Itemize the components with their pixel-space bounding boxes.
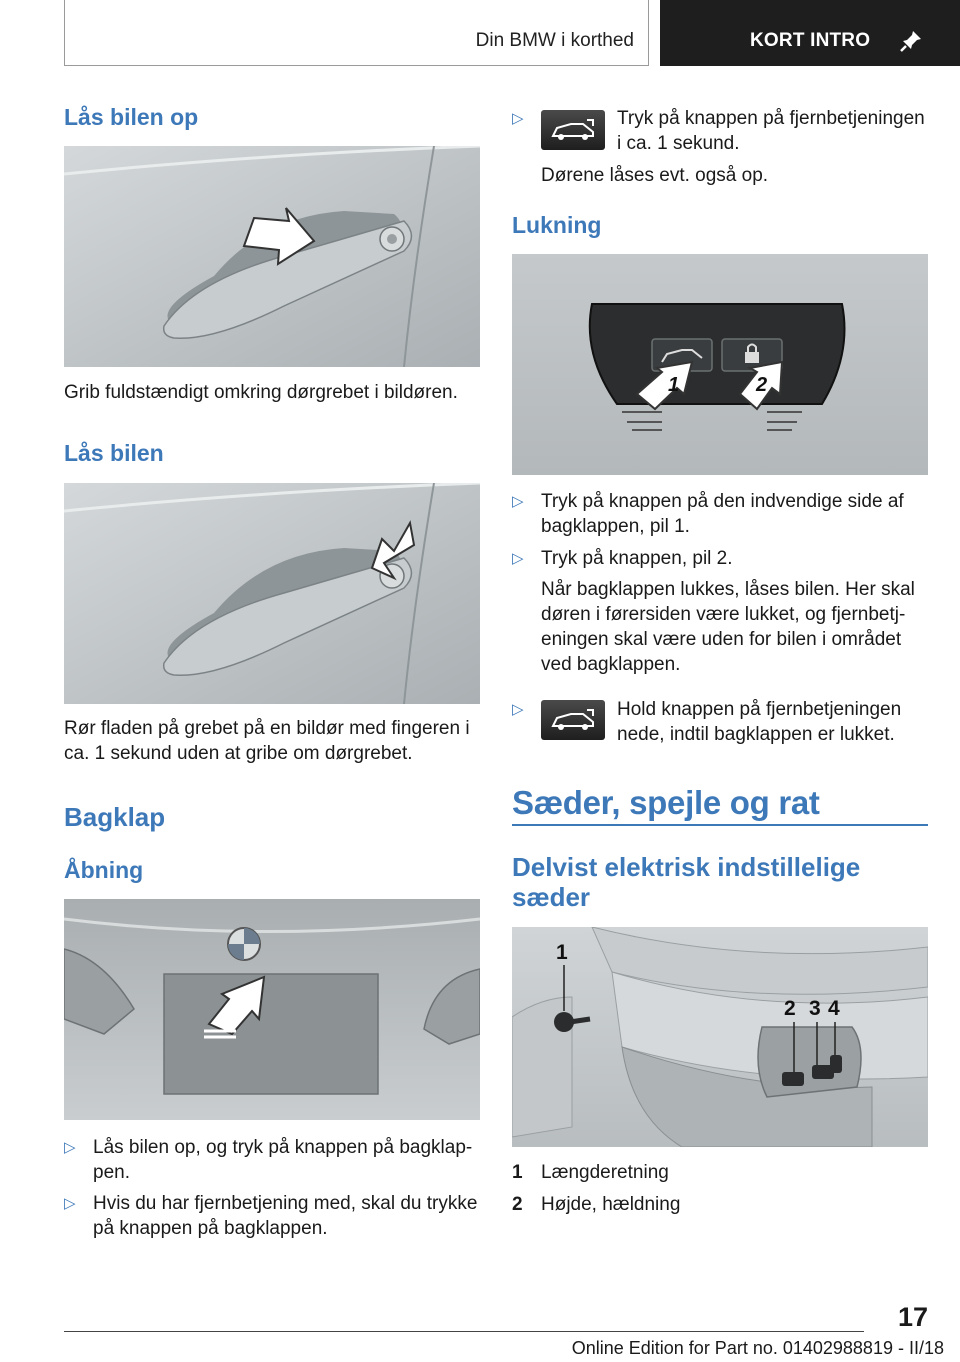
- figure-seat-controls: [512, 927, 928, 1147]
- heading-electric-seats-l1: Delvist elektrisk indstillelige: [512, 852, 861, 882]
- header-tab[interactable]: [660, 0, 960, 66]
- bullet-marker: ▷: [512, 550, 524, 567]
- heading-electric-seats-l2: sæder: [512, 882, 591, 912]
- figure-tailgate-button: [64, 899, 480, 1120]
- note-l3: eningen skal være uden for bilen i området: [541, 629, 902, 650]
- figure-label-2: 2: [756, 374, 768, 396]
- bullet-text-l2: på knappen på bagklappen.: [93, 1218, 328, 1239]
- legend-number: 2: [512, 1194, 523, 1215]
- paragraph-lock-l2: ca. 1 sekund uden at gribe om dørgrebet.: [64, 743, 413, 764]
- heading-unlock: Lås bilen op: [64, 104, 199, 130]
- heading-opening: Åbning: [64, 857, 144, 883]
- figure-door-handle-unlock: [64, 146, 480, 367]
- heading-rule: [512, 824, 928, 826]
- header-chapter-title: Din BMW i korthed: [475, 30, 634, 51]
- legend-text: Længderetning: [541, 1162, 669, 1183]
- remote-close-text-l1: Hold knappen på fjernbetjeningen: [617, 699, 902, 720]
- bullet-text-l1: Tryk på knappen, pil 2.: [541, 548, 733, 569]
- heading-lock: Lås bilen: [64, 440, 164, 466]
- remote-tailgate-key-icon: [541, 700, 605, 740]
- paragraph-unlock: Grib fuldstændigt omkring dørgrebet i bildøren.: [64, 382, 458, 403]
- legend-number: 1: [512, 1162, 523, 1183]
- footer-rule: [64, 1331, 864, 1332]
- bullet-text-l1: Tryk på knappen på den indvendige side af: [541, 491, 904, 512]
- note-l2: døren i førersiden være lukket, og fjernbetj-: [541, 604, 906, 625]
- pin-icon: [898, 28, 924, 54]
- bullet-marker: ▷: [64, 1139, 76, 1156]
- remote-close-text-l2: nede, indtil bagklappen er lukket.: [617, 724, 895, 745]
- seat-label-4: 4: [828, 997, 840, 1020]
- seat-label-3: 3: [809, 997, 821, 1020]
- header-tab-label: KORT INTRO: [750, 30, 871, 51]
- heading-tailgate: Bagklap: [64, 802, 166, 832]
- bullet-text-l2: pen.: [93, 1162, 130, 1183]
- remote-unlock-text-l2: i ca. 1 sekund.: [617, 133, 740, 154]
- bullet-text-l1: Lås bilen op, og tryk på knappen på bagklap-: [93, 1137, 473, 1158]
- heading-seats-mirrors-wheel: Sæder, spejle og rat: [512, 784, 820, 821]
- remote-unlock-text-l1: Tryk på knappen på fjernbetjeningen: [617, 108, 925, 129]
- bullet-text-l1: Hvis du har fjernbetjening med, skal du trykke: [93, 1193, 478, 1214]
- seat-label-1: 1: [556, 941, 568, 964]
- note-l4: ved bagklappen.: [541, 654, 681, 675]
- legend-text: Højde, hældning: [541, 1194, 681, 1215]
- bullet-marker: ▷: [512, 493, 524, 510]
- header-chapter-box: [64, 0, 649, 66]
- figure-label-1: 1: [668, 374, 680, 396]
- page-number: 17: [897, 1302, 928, 1332]
- bullet-marker: ▷: [64, 1195, 76, 1212]
- bullet-marker: ▷: [512, 110, 524, 127]
- paragraph-lock-l1: Rør fladen på grebet på en bildør med fingeren i: [64, 718, 470, 739]
- heading-closing: Lukning: [512, 212, 602, 238]
- bullet-marker: ▷: [512, 701, 524, 718]
- paragraph-doors-unlock: Dørene låses evt. også op.: [541, 165, 769, 186]
- figure-door-handle-lock: [64, 483, 480, 704]
- footer-edition: Online Edition for Part no. 01402988819 - II/18: [571, 1338, 944, 1358]
- figure-tailgate-buttons: [512, 254, 928, 475]
- remote-tailgate-key-icon: [541, 110, 605, 150]
- note-l1: Når bagklappen lukkes, låses bilen. Her skal: [541, 579, 915, 600]
- bullet-text-l2: bagklappen, pil 1.: [541, 516, 690, 537]
- seat-label-2: 2: [784, 997, 796, 1020]
